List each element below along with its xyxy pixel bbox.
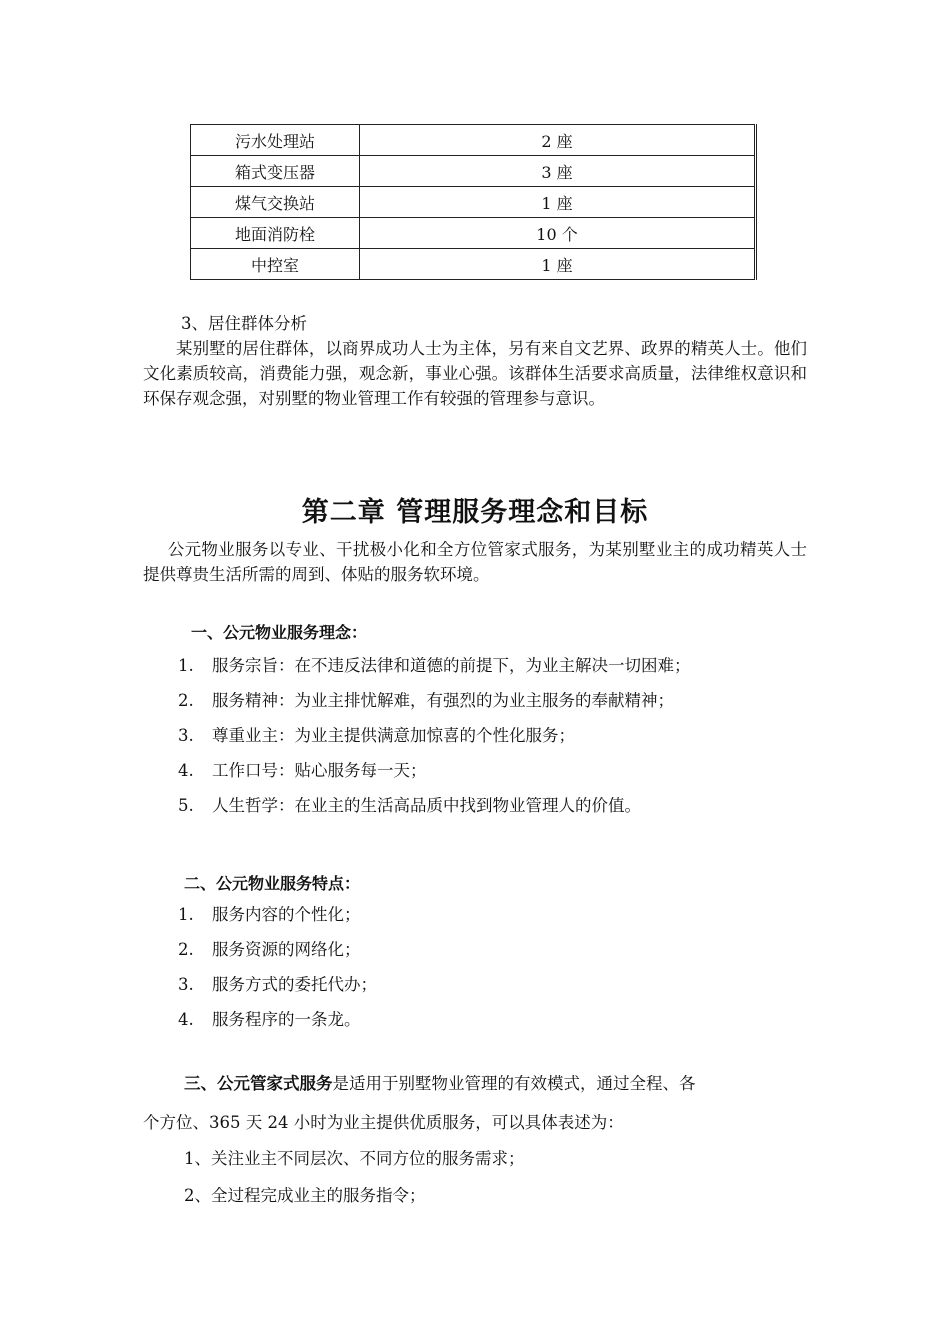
list-item: 5. 人生哲学：在业主的生活高品质中找到物业管理人的价值。 [178, 796, 641, 815]
list-item: 1. 服务内容的个性化； [178, 905, 361, 924]
facility-name: 煤气交换站 [191, 187, 360, 218]
butler-heading: 三、公元管家式服务 [184, 1074, 333, 1093]
list-item: 3. 尊重业主：为业主提供满意加惊喜的个性化服务； [178, 726, 575, 745]
facility-quantity: 2 座 [360, 125, 756, 156]
residents-paragraph: 某别墅的居住群体，以商界成功人士为主体，另有来自文艺界、政界的精英人士。他们文化素质较高，消费能力强，观念新，事业心强。该群体生活要求高质量，法律维权意识和环保存观念强，对别墅的物业管理工作有较强的管理参与意识。 [143, 339, 807, 408]
features-heading: 二、公元物业服务特点： [184, 874, 361, 893]
butler-paragraph-line2: 个方位、365 天 24 小时为业主提供优质服务，可以具体表述为： [143, 1113, 624, 1132]
butler-paragraph-line1: 三、公元管家式服务是适用于别墅物业管理的有效模式，通过全程、各 [184, 1074, 696, 1093]
chapter-intro: 公元物业服务以专业、干扰极小化和全方位管家式服务，为某别墅业主的成功精英人士提供尊贵生活所需的周到、体贴的服务软环境。 [143, 540, 807, 584]
chapter-title: 第二章 管理服务理念和目标 [301, 497, 649, 528]
facility-quantity: 3 座 [360, 156, 756, 187]
list-item: 1. 服务宗旨：在不违反法律和道德的前提下，为业主解决一切困难； [178, 656, 691, 675]
facility-quantity: 1 座 [360, 249, 756, 280]
facility-quantity: 10 个 [360, 218, 756, 249]
facility-name: 中控室 [191, 249, 360, 280]
concept-list [178, 648, 691, 823]
facility-quantity: 1 座 [360, 187, 756, 218]
table-row [191, 187, 756, 218]
concept-heading: 一、公元物业服务理念： [191, 623, 368, 642]
list-item: 4. 工作口号：贴心服务每一天； [178, 761, 427, 780]
facility-name: 箱式变压器 [191, 156, 360, 187]
facilities-table [190, 124, 757, 280]
list-item: 4. 服务程序的一条龙。 [178, 1010, 361, 1029]
table-row [191, 218, 756, 249]
facility-name: 污水处理站 [191, 125, 360, 156]
section-heading-residents: 3、居住群体分析 [181, 314, 307, 333]
table-row [191, 125, 756, 156]
butler-item: 2、全过程完成业主的服务指令； [184, 1186, 426, 1205]
table-row [191, 249, 756, 280]
list-item: 3. 服务方式的委托代办； [178, 975, 377, 994]
butler-item: 1、关注业主不同层次、不同方位的服务需求； [184, 1149, 525, 1168]
table-row [191, 156, 756, 187]
features-list [178, 897, 377, 1037]
facility-name: 地面消防栓 [191, 218, 360, 249]
list-item: 2. 服务资源的网络化； [178, 940, 361, 959]
list-item: 2. 服务精神：为业主排忧解难，有强烈的为业主服务的奉献精神； [178, 691, 674, 710]
